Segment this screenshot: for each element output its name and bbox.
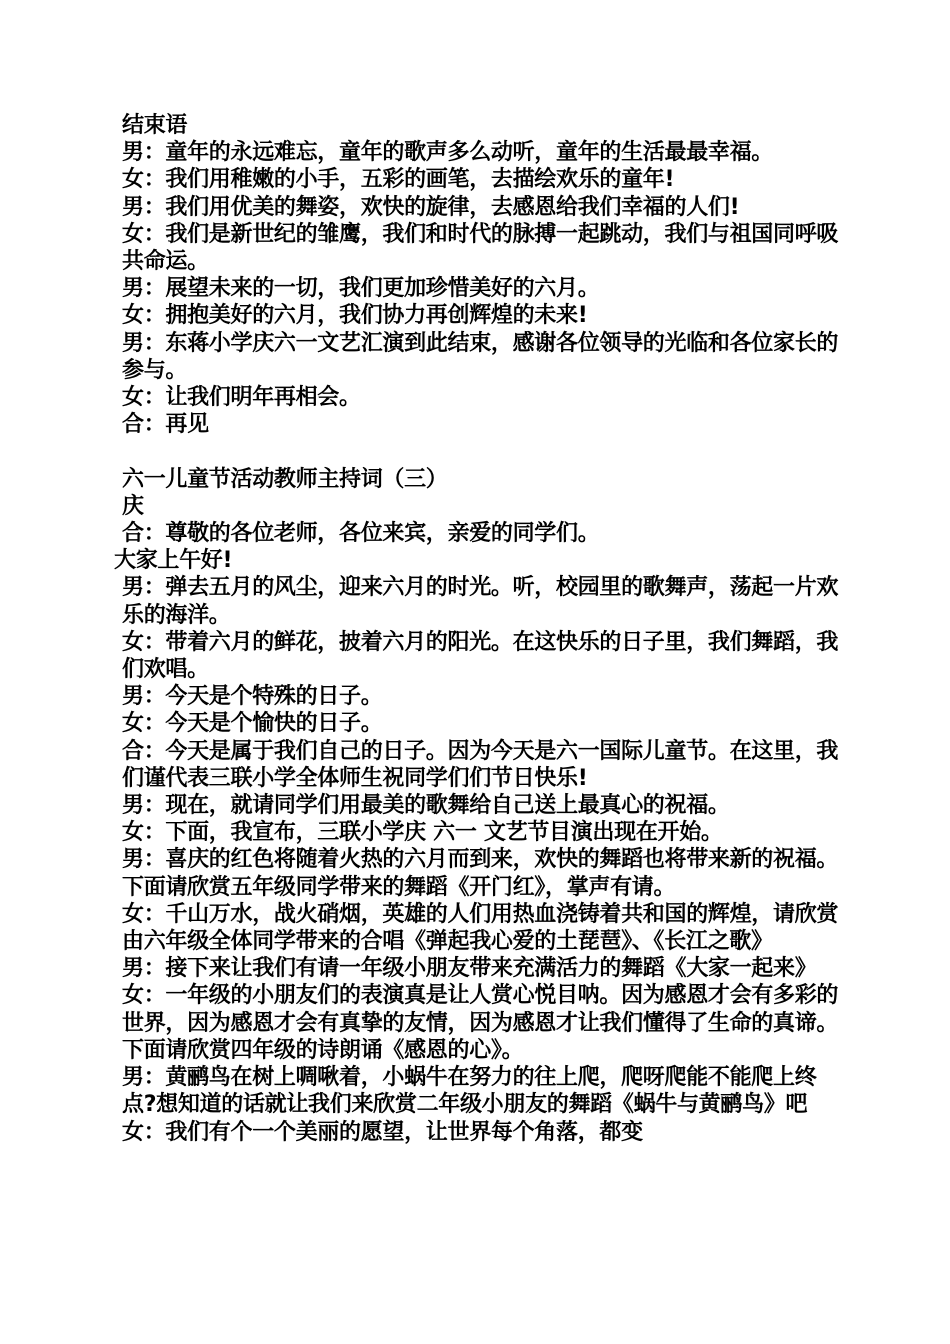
dialogue-line: 女：让我们明年再相会。 bbox=[122, 385, 361, 411]
dialogue-line: 女：我们用稚嫩的小手，五彩的画笔，去描绘欢乐的童年! bbox=[122, 167, 675, 193]
document-page bbox=[114, 112, 840, 1146]
dialogue-line: 男：喜庆的红色将随着火热的六月而到来，欢快的舞蹈也将带来新的祝福。下面请欣赏五年级同学带来的舞蹈《开门红》，掌声有请。 bbox=[122, 847, 839, 900]
dialogue-line: 男：现在，就请同学们用最美的歌舞给自己送上最真心的祝福。 bbox=[122, 793, 730, 819]
dialogue-line: 女：今天是个愉快的日子。 bbox=[122, 711, 383, 737]
section-heading-host-script: 六一儿童节活动教师主持词（三） bbox=[122, 466, 448, 492]
dialogue-line: 合：再见 bbox=[122, 412, 209, 438]
dialogue-line: 女：我们是新世纪的雏鹰，我们和时代的脉搏一起跳动，我们与祖国同呼吸共命运。 bbox=[122, 221, 839, 275]
dialogue-line: 女：拥抱美好的六月，我们协力再创辉煌的未来! bbox=[122, 303, 588, 329]
dialogue-line: 女：一年级的小朋友们的表演真是让人赏心悦目呐。因为感恩才会有多彩的世界，因为感恩才会有真挚的友情，因为感恩才让我们懂得了生命的真谛。下面请欣赏四年级的诗朗诵《感恩的心》。 bbox=[122, 983, 839, 1063]
section-subheading: 庆 bbox=[122, 493, 144, 519]
dialogue-line: 男：展望未来的一切，我们更加珍惜美好的六月。 bbox=[122, 276, 600, 302]
dialogue-line: 男：接下来让我们有请一年级小朋友带来充满活力的舞蹈《大家一起来》 bbox=[122, 956, 817, 982]
dialogue-line: 女：带着六月的鲜花，披着六月的阳光。在这快乐的日子里，我们舞蹈，我们欢唱。 bbox=[122, 629, 839, 683]
dialogue-line: 男：黄鹂鸟在树上啁啾着，小蜗牛在努力的往上爬，爬呀爬能不能爬上终点?想知道的话就让我们来欣赏二年级小朋友的舞蹈《蜗牛与黄鹂鸟》吧女：我们有个一个美丽的愿望，让世界每个角落，都变 bbox=[122, 1065, 817, 1145]
dialogue-line: 男：弹去五月的风尘，迎来六月的时光。听，校园里的歌舞声，荡起一片欢乐的海洋。 bbox=[122, 575, 839, 628]
dialogue-line: 女：下面，我宣布，三联小学庆 六一 文艺节目演出现在开始。 bbox=[122, 820, 723, 846]
dialogue-line: 男：我们用优美的舞姿，欢快的旋律，去感恩给我们幸福的人们! bbox=[122, 194, 740, 220]
dialogue-line: 合：尊敬的各位老师，各位来宾，亲爱的同学们。 bbox=[122, 521, 600, 547]
dialogue-line: 男：童年的永远难忘，童年的歌声多么动听，童年的生活最最幸福。 bbox=[122, 140, 774, 166]
dialogue-line: 合：今天是属于我们自己的日子。因为今天是六一国际儿童节。在这里，我们谨代表三联小学全体师生祝同学们们节日快乐! bbox=[122, 738, 839, 791]
section-heading-closing: 结束语 bbox=[122, 113, 188, 138]
dialogue-line: 大家上午好! bbox=[114, 548, 233, 574]
dialogue-line: 男：今天是个特殊的日子。 bbox=[122, 684, 383, 710]
dialogue-line: 女：千山万水，战火硝烟，英雄的人们用热血浇铸着共和国的辉煌，请欣赏由六年级全体同学带来的合唱《弹起我心爱的土琵琶》、《长江之歌》 bbox=[122, 901, 839, 955]
section-spacer bbox=[114, 438, 840, 465]
dialogue-line: 男：东蒋小学庆六一文艺汇演到此结束，感谢各位领导的光临和各位家长的参与。 bbox=[122, 330, 839, 383]
